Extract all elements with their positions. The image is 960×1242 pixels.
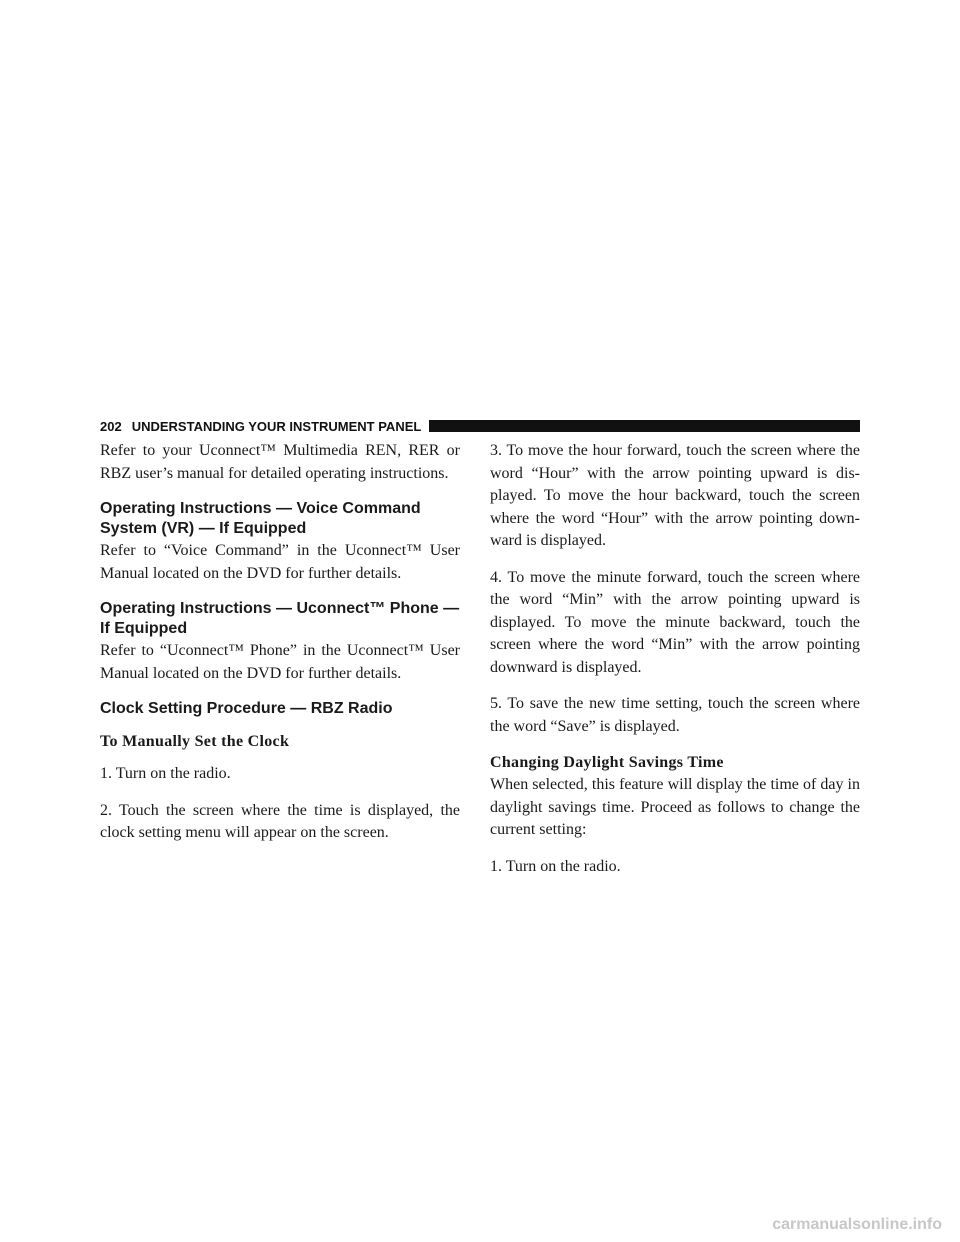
intro-paragraph: Refer to your Uconnect™ Multimedia REN, RER or RBZ user’s manual for detailed operating instructions. — [100, 442, 460, 482]
dst-step-1: 1. Turn on the radio. — [490, 857, 621, 875]
clock-step-4: 4. To move the minute forward, touch the screen where the word “Min” with the arrow pointing upward is displayed. To move the minute backward, touch the screen where the word “Min” with the arrow pointing downward is displayed. — [490, 568, 860, 676]
uconnect-phone-paragraph: Refer to “Uconnect™ Phone” in the Uconnect™ User Manual located on the DVD for further details. — [100, 642, 460, 682]
daylight-savings-paragraph: When selected, this feature will display the time of day in daylight savings time. Proceed as follows to change the current setting: — [490, 776, 860, 838]
watermark-text: carmanualsonline.info — [772, 1216, 942, 1233]
page-number: 202 — [100, 418, 122, 434]
left-column — [100, 440, 460, 859]
heading-uconnect-phone: Operating Instructions — Uconnect™ Phone — If Equipped — [100, 600, 460, 637]
heading-clock-setting: Clock Setting Procedure — RBZ Radio — [100, 700, 393, 717]
subheading-daylight-savings: Changing Daylight Savings Time — [490, 754, 724, 771]
clock-step-1: 1. Turn on the radio. — [100, 765, 231, 782]
clock-step-3: 3. To move the hour forward, touch the screen where the word “Hour” with the arrow pointing upward is dis- played. To move the hour backward, touch the screen where the word “Hour” with the arrow pointing down- ward is displayed. — [490, 442, 860, 549]
section-title: UNDERSTANDING YOUR INSTRUMENT PANEL — [131, 418, 422, 434]
page-header — [100, 418, 860, 434]
heading-voice-command: Operating Instructions — Voice Command System (VR) — If Equipped — [100, 500, 421, 537]
clock-step-5: 5. To save the new time setting, touch the screen where the word “Save” is displayed. — [490, 695, 860, 735]
voice-command-paragraph: Refer to “Voice Command” in the Uconnect™ User Manual located on the DVD for further details. — [100, 542, 460, 582]
subheading-manual-clock: To Manually Set the Clock — [100, 733, 290, 750]
clock-step-2: 2. Touch the screen where the time is displayed, the clock setting menu will appear on the screen. — [100, 801, 460, 841]
right-column — [490, 440, 860, 892]
header-rule — [429, 420, 860, 432]
